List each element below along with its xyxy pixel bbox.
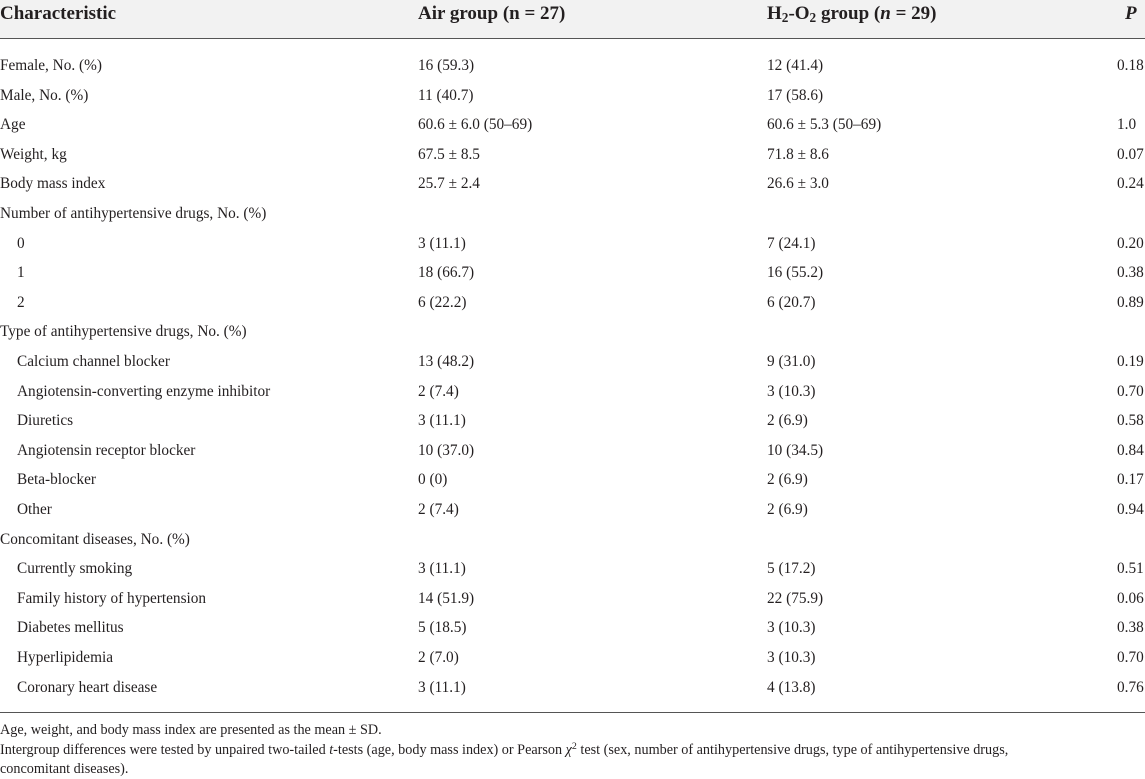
table-row xyxy=(0,263,1145,292)
h2o2-group-value: 3 (10.3) xyxy=(767,649,816,666)
header-h2o2-group: $H_2-O_2$ group (n = 29) xyxy=(767,3,937,25)
row-label: Calcium channel blocker xyxy=(17,353,170,370)
h2o2-group-value: 9 (31.0) xyxy=(767,353,816,370)
row-label: Hyperlipidemia xyxy=(17,649,114,666)
row-label: 1 xyxy=(17,264,25,282)
row-label: Family history of hypertension xyxy=(17,589,207,607)
p-value: 1.0 xyxy=(1117,116,1137,134)
air-group-value: 2 (7.0) xyxy=(418,649,459,666)
h2o2-group-value: 7 (24.1) xyxy=(767,234,816,252)
p-value: 0.06 xyxy=(1117,589,1144,607)
h2o2-group-value: 10 (34.5) xyxy=(767,441,824,459)
p-value: 0.51 xyxy=(1117,560,1144,578)
table-row xyxy=(0,293,1145,322)
h2o2-group-value: 2 (6.9) xyxy=(767,501,808,518)
air-group-value: 18 (66.7) xyxy=(418,264,475,282)
h2o2-group-value: 6 (20.7) xyxy=(767,293,816,311)
air-group-value: 14 (51.9) xyxy=(418,589,475,607)
table-row xyxy=(0,382,1145,411)
table-row xyxy=(0,500,1145,529)
table-row xyxy=(0,174,1145,203)
p-value: 0.70 xyxy=(1117,382,1144,400)
p-value: 0.24 xyxy=(1117,175,1144,193)
table-row xyxy=(0,145,1145,174)
p-value: 0.20 xyxy=(1117,234,1144,252)
row-label: Number of antihypertensive drugs, No. (%) xyxy=(0,205,267,222)
p-value: 0.58 xyxy=(1117,412,1144,430)
row-label: Male, No. (%) xyxy=(0,86,89,104)
h2o2-group-value: 60.6 ± 5.3 (50–69) xyxy=(767,116,882,134)
h2o2-group-value: 2 (6.9) xyxy=(767,412,808,430)
p-value: 0.19 xyxy=(1117,353,1144,370)
air-group-value: 60.6 ± 6.0 (50–69) xyxy=(418,116,533,134)
h2o2-group-value: 26.6 ± 3.0 xyxy=(767,175,829,193)
p-value: 0.76 xyxy=(1117,678,1144,696)
row-label: Diabetes mellitus xyxy=(17,619,124,637)
row-label: Concomitant diseases, No. (%) xyxy=(0,530,190,548)
h2o2-group-value: 4 (13.8) xyxy=(767,678,816,696)
row-label: Angiotensin-converting enzyme inhibitor xyxy=(17,382,271,400)
row-label: 0 xyxy=(17,234,25,252)
table-row xyxy=(0,530,1145,559)
h2o2-group-value: 12 (41.4) xyxy=(767,57,824,74)
p-value: 0.38 xyxy=(1117,619,1144,637)
row-label: Type of antihypertensive drugs, No. (%) xyxy=(0,323,247,341)
p-value: 0.18 xyxy=(1117,57,1144,74)
row-label: Beta-blocker xyxy=(17,471,96,489)
air-group-value: 13 (48.2) xyxy=(418,353,475,370)
h2o2-group-value: 3 (10.3) xyxy=(767,619,816,637)
table-row xyxy=(0,56,1145,85)
air-group-value: 67.5 ± 8.5 xyxy=(418,145,480,163)
p-value: 0.84 xyxy=(1117,441,1144,459)
table-row xyxy=(0,648,1145,677)
air-group-value: 3 (11.1) xyxy=(418,234,466,252)
air-group-value: 6 (22.2) xyxy=(418,293,467,311)
row-label: Female, No. (%) xyxy=(0,57,102,74)
row-label: Angiotensin receptor blocker xyxy=(17,441,196,459)
table-row xyxy=(0,352,1145,381)
air-group-value: 0 (0) xyxy=(418,471,448,489)
air-group-value: 5 (18.5) xyxy=(418,619,467,637)
table-row xyxy=(0,204,1145,233)
p-value: 0.38 xyxy=(1117,264,1144,282)
table-row xyxy=(0,115,1145,144)
row-label: Other xyxy=(17,501,52,518)
p-value: 0.89 xyxy=(1117,293,1144,311)
p-value: 0.07 xyxy=(1117,145,1144,163)
footnote-line-2: Intergroup differences were tested by unpaired two-tailed t-tests (age, body mass index) or Pearson $\chi^2$ test (sex, number of antihypertensive drugs, type of antihypertensive drugs, xyxy=(0,741,1009,758)
air-group-value: 3 (11.1) xyxy=(418,560,466,578)
air-group-value: 25.7 ± 2.4 xyxy=(418,175,480,193)
table-row xyxy=(0,678,1145,707)
row-label: Diuretics xyxy=(17,412,74,430)
air-group-value: 2 (7.4) xyxy=(418,382,459,400)
table-header-row xyxy=(0,0,1145,39)
row-label: Age xyxy=(0,116,26,134)
header-p-value: P xyxy=(1125,3,1137,24)
table-row xyxy=(0,618,1145,647)
p-value: 0.94 xyxy=(1117,501,1144,518)
table-bottom-rule xyxy=(0,712,1145,713)
header-air-group: Air group (n = 27) xyxy=(418,3,566,24)
row-label: Body mass index xyxy=(0,175,106,193)
p-value: 0.70 xyxy=(1117,649,1144,666)
p-value: 0.17 xyxy=(1117,471,1144,489)
h2o2-group-value: 3 (10.3) xyxy=(767,382,816,400)
air-group-value: 3 (11.1) xyxy=(418,678,466,696)
table-row xyxy=(0,559,1145,588)
h2o2-group-value: 5 (17.2) xyxy=(767,560,816,578)
air-group-value: 10 (37.0) xyxy=(418,441,475,459)
air-group-value: 11 (40.7) xyxy=(418,86,474,104)
footnote-line-3: concomitant diseases). xyxy=(0,761,129,777)
table-row xyxy=(0,470,1145,499)
table-row xyxy=(0,86,1145,115)
h2o2-group-value: 71.8 ± 8.6 xyxy=(767,145,829,163)
row-label: Currently smoking xyxy=(17,560,133,578)
footnote-line-1: Age, weight, and body mass index are presented as the mean ± SD. xyxy=(0,722,382,738)
h2o2-group-value: 22 (75.9) xyxy=(767,589,824,607)
table-row xyxy=(0,411,1145,440)
row-label: 2 xyxy=(17,293,25,311)
row-label: Weight, kg xyxy=(0,145,67,163)
air-group-value: 16 (59.3) xyxy=(418,57,475,74)
table-row xyxy=(0,322,1145,351)
header-characteristic: Characteristic xyxy=(0,3,117,24)
row-label: Coronary heart disease xyxy=(17,678,158,696)
table-row xyxy=(0,589,1145,618)
h2o2-group-value: 2 (6.9) xyxy=(767,471,808,489)
h2o2-group-value: 16 (55.2) xyxy=(767,264,824,282)
table-row xyxy=(0,234,1145,263)
h2o2-group-value: 17 (58.6) xyxy=(767,86,824,104)
air-group-value: 2 (7.4) xyxy=(418,501,459,518)
table-row xyxy=(0,441,1145,470)
air-group-value: 3 (11.1) xyxy=(418,412,466,430)
